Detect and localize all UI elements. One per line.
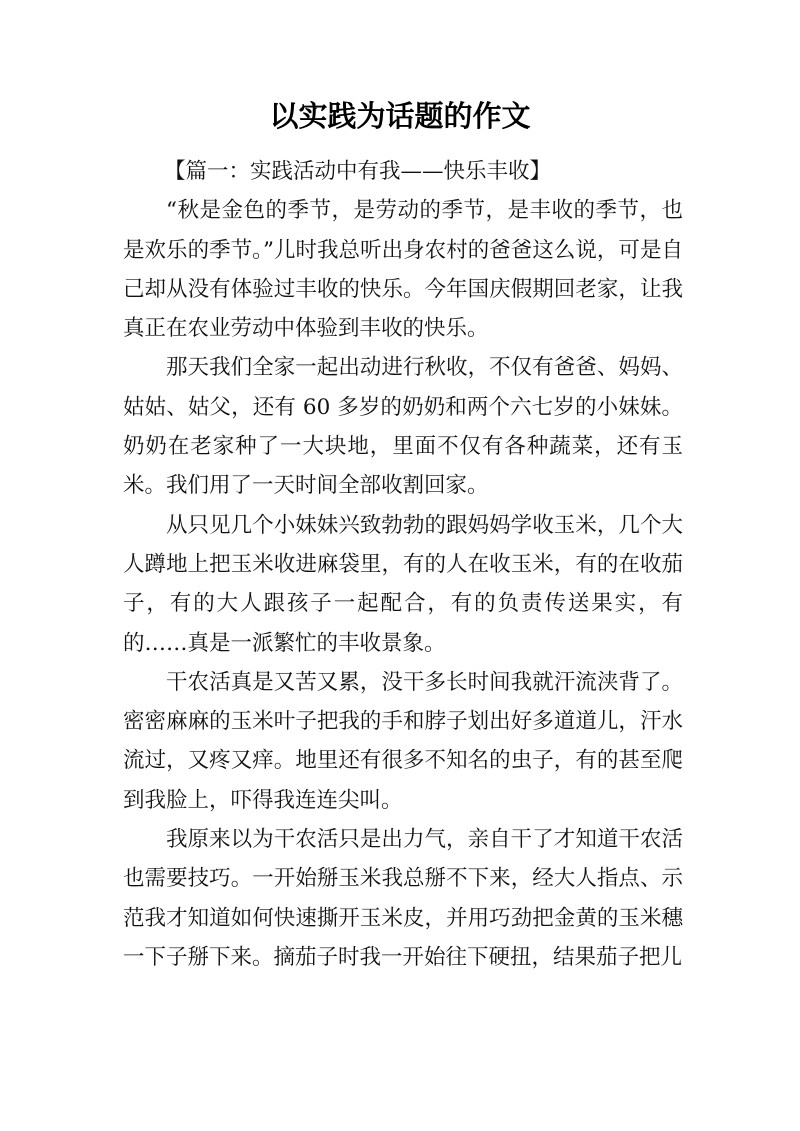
section-heading: 【篇一：实践活动中有我——快乐丰收】 <box>164 159 552 184</box>
document-body <box>123 152 683 977</box>
paragraph-3: 从只见几个小妹妹兴致勃勃的跟妈妈学收玉米，几个大人蹲地上把玉米收进麻袋里，有的人在收玉米，有的在收茄子，有的大人跟孩子一起配合，有的负责传送果实，有的……真是一派繁忙的丰收景象。 <box>123 512 683 656</box>
document-title: 以实践为话题的作文 <box>269 99 531 133</box>
paragraph-5: 我原来以为干农活只是出力气，亲自干了才知道干农活也需要技巧。一开始掰玉米我总掰不下来，经大人指点、示范我才知道如何快速撕开玉米皮，并用巧劲把金黄的玉米穗一下子掰下来。摘茄子时我一开始往下硬扭，结果茄子把儿 <box>123 827 683 970</box>
paragraph-2: 那天我们全家一起出动进行秋收，不仅有爸爸、妈妈、姑姑、姑父，还有 60 多岁的奶奶和两个六七岁的小妹妹。奶奶在老家种了一大块地，里面不仅有各种蔬菜，还有玉米。我们用了一天时间全部收割回家。 <box>123 355 683 499</box>
paragraph-4: 干农活真是又苦又累，没干多长时间我就汗流浃背了。密密麻麻的玉米叶子把我的手和脖子划出好多道道儿，汗水流过，又疼又痒。地里还有很多不知名的虫子，有的甚至爬到我脸上，吓得我连连尖叫。 <box>123 669 683 813</box>
paragraph-1: “秋是金色的季节，是劳动的季节，是丰收的季节，也是欢乐的季节。”儿时我总听出身农村的爸爸这么说，可是自己却从没有体验过丰收的快乐。今年国庆假期回老家，让我真正在农业劳动中体验到丰收的快乐。 <box>123 198 683 342</box>
